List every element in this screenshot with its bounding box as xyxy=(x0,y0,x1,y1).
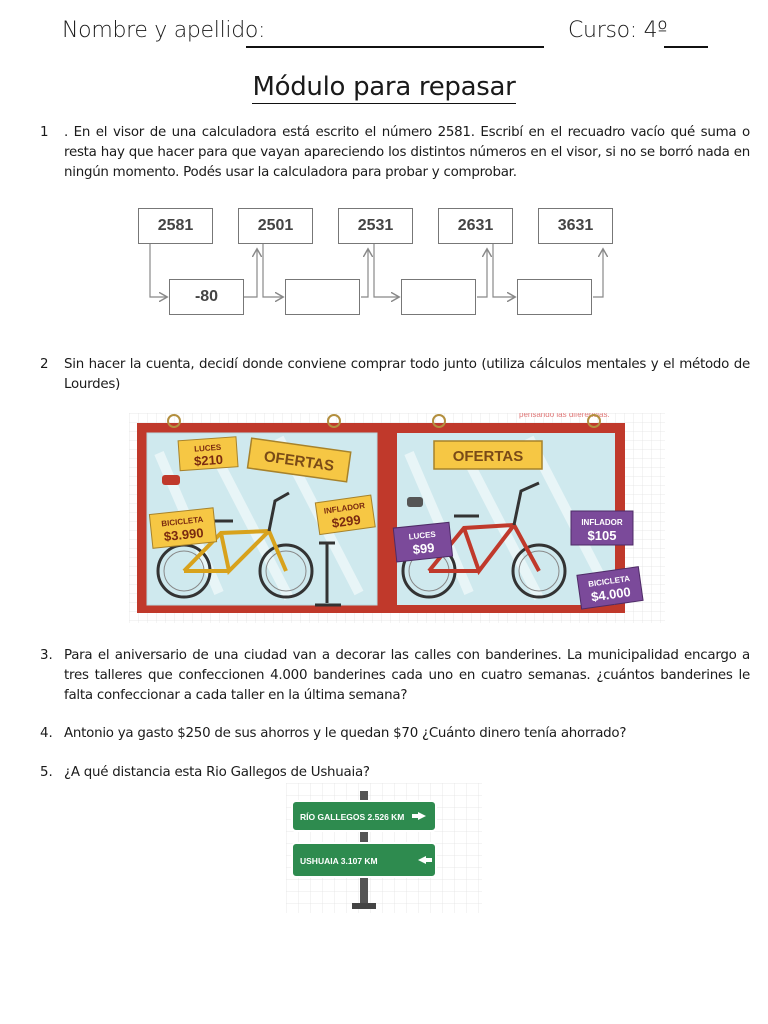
svg-text:OFERTAS: OFERTAS xyxy=(262,448,336,475)
svg-text:OFERTAS: OFERTAS xyxy=(452,448,524,465)
question-text: Sin hacer la cuenta, decidí donde conviene comprar todo junto (utiliza cálculos mentales y el método de Lourdes) xyxy=(64,357,750,392)
calculator-display: 3631 xyxy=(538,208,613,244)
offers-picture xyxy=(129,413,665,623)
arrow-down-2 xyxy=(263,244,282,297)
question-number: 3. xyxy=(40,648,53,663)
road-signs-picture xyxy=(286,783,482,913)
question-text: Antonio ya gasto $250 de sus ahorros y le quedan $70 ¿Cuánto dinero tenía ahorrado? xyxy=(64,726,627,741)
question-text: ¿A qué distancia esta Rio Gallegos de Ushuaia? xyxy=(64,765,370,780)
arrow-down-4 xyxy=(493,244,514,297)
arrow-up-2 xyxy=(361,250,368,297)
question-number: 1 xyxy=(40,125,49,140)
operation-answer-box[interactable] xyxy=(285,279,360,315)
svg-text:LUCES: LUCES xyxy=(408,529,437,542)
calculator-display: 2581 xyxy=(138,208,213,244)
question-4 xyxy=(40,724,750,744)
svg-text:INFLADOR: INFLADOR xyxy=(323,501,366,516)
left-light xyxy=(162,475,180,485)
question-number: 4. xyxy=(40,726,53,741)
svg-text:BICICLETA: BICICLETA xyxy=(587,574,631,589)
calculator-display: 2531 xyxy=(338,208,413,244)
right-offers-banner xyxy=(434,441,542,469)
svg-text:$299: $299 xyxy=(330,511,362,531)
question-number: 5. xyxy=(40,765,53,780)
left-tag-bicycle xyxy=(149,508,216,549)
right-tag-lights xyxy=(393,522,452,562)
offers-illustration xyxy=(129,413,665,623)
question-5 xyxy=(40,763,750,783)
left-tag-lights xyxy=(178,437,238,471)
svg-text:$99: $99 xyxy=(412,539,436,558)
name-label: Nombre y apellido: xyxy=(62,18,266,43)
arrow-down-3 xyxy=(374,244,398,297)
right-light xyxy=(407,497,423,507)
calculator-display: 2631 xyxy=(438,208,513,244)
operation-box: -80 xyxy=(169,279,244,315)
svg-text:$4.000: $4.000 xyxy=(590,584,632,605)
course-label: Curso: 4º xyxy=(568,18,668,43)
svg-text:LUCES: LUCES xyxy=(193,442,222,454)
svg-text:$210: $210 xyxy=(193,451,224,469)
svg-text:$3.990: $3.990 xyxy=(163,525,205,545)
operation-answer-box[interactable] xyxy=(517,279,592,315)
arrow-down-1 xyxy=(150,244,166,297)
road-signs-illustration xyxy=(286,783,482,913)
sign-rio-gallegos xyxy=(292,801,436,831)
arrow-up-3 xyxy=(477,250,487,297)
question-text: Para el aniversario de una ciudad van a decorar las calles con banderines. La municipalidad encargo a tres talleres que confeccionen 4.000 banderines cada uno en cuatro semanas. ¿cuántos banderines le falta confeccionar a cada taller en la última semana? xyxy=(64,648,750,703)
calculator-display: 2501 xyxy=(238,208,313,244)
arrow-up-1 xyxy=(244,250,257,297)
svg-text:INFLADOR: INFLADOR xyxy=(581,518,623,527)
sign-ushuaia xyxy=(292,843,436,877)
operation-answer-box[interactable] xyxy=(401,279,476,315)
arrow-up-4 xyxy=(593,250,603,297)
question-2 xyxy=(40,355,750,395)
right-tag-pump xyxy=(571,511,633,545)
question-number: 2 xyxy=(40,357,49,372)
svg-text:USHUAIA 3.107 KM: USHUAIA 3.107 KM xyxy=(300,856,378,866)
page-title: Módulo para repasar xyxy=(252,72,516,102)
question-text: . En el visor de una calculadora está escrito el número 2581. Escribí en el recuadro vacío qué suma o resta hay que hacer para que vayan apareciendo los distintos números en el visor, si no se borró nada en ningún momento. Podés usar la calculadora para probar y comprobar. xyxy=(64,125,750,180)
svg-text:BICICLETA: BICICLETA xyxy=(160,514,204,529)
question-3 xyxy=(40,646,750,706)
faded-caption: pensando las diferencias. xyxy=(519,413,610,419)
svg-text:RÍO GALLEGOS 2.526 KM: RÍO GALLEGOS 2.526 KM xyxy=(300,812,405,822)
svg-text:$105: $105 xyxy=(587,528,617,543)
